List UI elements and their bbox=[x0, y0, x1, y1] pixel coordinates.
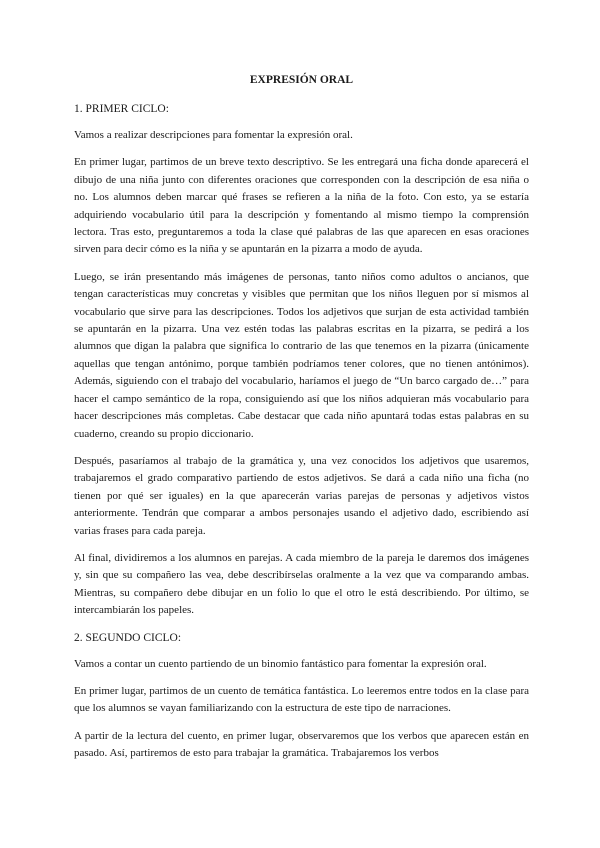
document-page bbox=[74, 72, 529, 773]
paragraph: A partir de la lectura del cuento, en primer lugar, observaremos que los verbos que aparecen están en pasado. Así, partiremos de esto para trabajar la gramática. Trabajaremos los verbos bbox=[74, 729, 529, 760]
paragraph: Al final, dividiremos a los alumnos en parejas. A cada miembro de la pareja le daremos dos imágenes y, sin que su compañero las vea, debe describírselas oralmente a la vez que va comparando ambas. Mientras, su compañero debe dibujar en un folio lo que el otro le está describiendo. Por último, se intercambiarán los papeles. bbox=[74, 551, 529, 617]
section-heading-primer-ciclo: 1. PRIMER CICLO: bbox=[74, 103, 169, 115]
paragraph: En primer lugar, partimos de un cuento de temática fantástica. Lo leeremos entre todos en la clase para que los alumnos se vayan familiarizando con la estructura de este tipo de narraciones. bbox=[74, 684, 529, 715]
paragraph: Después, pasaríamos al trabajo de la gramática y, una vez conocidos los adjetivos que usaremos, trabajaremos el grado comparativo partiendo de estos adjetivos. Se dará a cada niño una ficha (no tienen por qué ser iguales) en la que aparecerán varias parejas de personas y adjetivos vistos anteriormente. Tendrán que comparar a ambos personajes usando el adjetivo dado, escribiendo así varias frases para cada pareja. bbox=[74, 454, 529, 537]
paragraph: Luego, se irán presentando más imágenes de personas, tanto niños como adultos o ancianos, que tengan características muy concretas y visibles que permitan que los niños lleguen por sí mismos al vocabulario que sirve para las descripciones. Todos los adjetivos que surjan de esta actividad también se apuntarán en la pizarra. Una vez estén todas las palabras escritas en la pizarra, se pedirá a los alumnos que digan la palabra que significa lo contrario de las que tenemos en la pizarra (únicamente aquellas que tengan antónimo, porque también podríamos tener colores, que no tienen antónimos). Además, siguiendo con el trabajo del vocabulario, haríamos el juego de “Un barco cargado de…” para hacer el campo semántico de la ropa, consiguiendo así que los niños adquieran más vocabulario para hacer descripciones más completas. Cabe destacar que cada niño apuntará todas estas palabras en su cuaderno, creando su propio diccionario. bbox=[74, 270, 529, 440]
paragraph: En primer lugar, partimos de un breve texto descriptivo. Se les entregará una ficha donde aparecerá el dibujo de una niña junto con diferentes oraciones que corresponden con la descripción de esa niña o no. Los alumnos deben marcar qué frases se refieren a la niña de la foto. Con esto, ya se estaría adquiriendo vocabulario útil para la descripción y fomentando al mismo tiempo la comprensión lectora. Tras esto, preguntaremos a toda la clase qué palabras de las que aparecen en esas oraciones sirven para decir cómo es la niña y se apuntarán en la pizarra a modo de ayuda. bbox=[74, 156, 529, 256]
paragraph: Vamos a contar un cuento partiendo de un binomio fantástico para fomentar la expresión oral. bbox=[74, 657, 487, 670]
section-heading-segundo-ciclo: 2. SEGUNDO CICLO: bbox=[74, 631, 182, 644]
paragraph: Vamos a realizar descripciones para fomentar la expresión oral. bbox=[74, 129, 353, 141]
document-title: EXPRESIÓN ORAL bbox=[249, 74, 354, 86]
